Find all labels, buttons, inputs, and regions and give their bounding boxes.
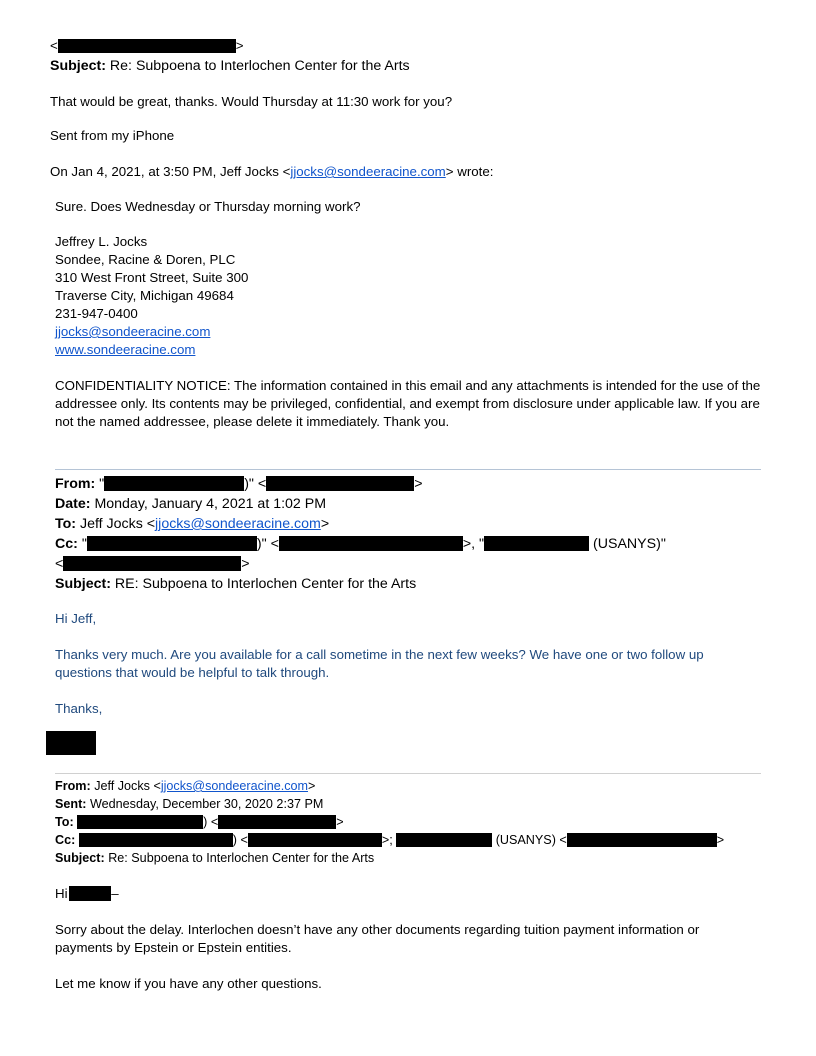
- cc-usanys: (USANYS)": [589, 536, 666, 552]
- from-label: From:: [55, 779, 91, 793]
- signature-redaction: [46, 731, 96, 755]
- redaction-box: [279, 536, 463, 551]
- redaction-box: [396, 833, 492, 847]
- to-line: [50, 37, 244, 55]
- msg2-date-line: [55, 494, 326, 514]
- angle-close: >: [336, 815, 344, 829]
- from-prefix: Jeff Jocks <: [94, 779, 161, 793]
- to-prefix: Jeff Jocks <: [79, 516, 156, 532]
- msg3-closing: Let me know if you have any other questions.: [55, 976, 322, 991]
- msg3-subject-line: [55, 849, 374, 867]
- quote-close: )" <: [244, 476, 267, 492]
- angle-close: >: [235, 38, 244, 53]
- from-email-link[interactable]: jjocks@sondeeracine.com: [160, 779, 308, 793]
- cc-separator: >;: [381, 833, 397, 847]
- sent-label: Sent:: [55, 797, 87, 811]
- greeting-dash: –: [111, 886, 119, 901]
- to-label: To:: [55, 815, 74, 829]
- email-link[interactable]: jjocks@sondeeracine.com: [290, 164, 446, 179]
- to-label: To:: [55, 516, 77, 532]
- msg3-sent-line: [55, 795, 323, 813]
- quote-open: ": [81, 536, 87, 552]
- quote-suffix: > wrote:: [445, 164, 494, 179]
- sig-phone: 231-947-0400: [55, 306, 138, 321]
- redaction-box: [69, 886, 111, 901]
- redaction-box: [63, 556, 241, 571]
- from-label: From:: [55, 476, 96, 492]
- subject-label: Subject:: [55, 576, 111, 592]
- cc-separator: )" <: [256, 536, 279, 552]
- msg2-subject-line: [55, 574, 416, 594]
- angle-close: >: [716, 833, 725, 847]
- msg3-greeting: [55, 885, 119, 903]
- subject-label: Subject:: [55, 851, 105, 865]
- divider: [55, 469, 761, 470]
- msg2-from-line: [55, 474, 423, 494]
- msg3-cc-line: [55, 831, 724, 849]
- quote-prefix: On Jan 4, 2021, at 3:50 PM, Jeff Jocks <: [50, 164, 291, 179]
- redaction-box: [484, 536, 589, 551]
- greeting-text: Hi: [55, 886, 68, 901]
- reply-body: Sure. Does Wednesday or Thursday morning work?: [55, 199, 361, 214]
- msg2-body: Thanks very much. Are you available for a call sometime in the next few weeks? We have one or two follow up questions that would be helpful to talk through.: [55, 647, 704, 680]
- quote-open: ": [99, 476, 105, 492]
- to-suffix: >: [320, 516, 330, 532]
- quote-attribution: [50, 163, 493, 181]
- sig-firm: Sondee, Racine & Doren, PLC: [55, 252, 236, 267]
- cc-label: Cc:: [55, 833, 76, 847]
- subject-value: RE: Subpoena to Interlochen Center for the Arts: [114, 576, 417, 592]
- angle-close: >: [414, 476, 423, 492]
- subject-line: [50, 56, 410, 76]
- subject-label: Subject:: [50, 58, 106, 74]
- cc-usanys: (USANYS) <: [492, 833, 567, 847]
- divider: [55, 773, 761, 774]
- date-label: Date:: [55, 496, 91, 512]
- sig-email-link[interactable]: jjocks@sondeeracine.com: [55, 324, 211, 339]
- angle-open: <: [55, 556, 64, 572]
- to-separator: ) <: [203, 815, 219, 829]
- sent-from-iphone: Sent from my iPhone: [50, 128, 175, 143]
- cc-label: Cc:: [55, 536, 78, 552]
- subject-value: Re: Subpoena to Interlochen Center for the Arts: [109, 58, 410, 74]
- redaction-box: [77, 815, 203, 829]
- to-email-link[interactable]: jjocks@sondeeracine.com: [155, 516, 321, 532]
- redaction-box: [87, 536, 257, 551]
- msg2-cc-line-2: [55, 554, 250, 574]
- msg2-closing: Thanks,: [55, 701, 103, 716]
- cc-separator: >, ": [462, 536, 485, 552]
- redaction-box: [567, 833, 717, 847]
- msg3-body: Sorry about the delay. Interlochen doesn’t have any other documents regarding tuition payment information or payments by Epstein or Epstein entities.: [55, 922, 700, 955]
- redaction-box: [79, 833, 233, 847]
- msg3-to-line: [55, 813, 344, 831]
- sig-address-1: 310 West Front Street, Suite 300: [55, 270, 249, 285]
- sent-value: Wednesday, December 30, 2020 2:37 PM: [89, 797, 324, 811]
- from-suffix: >: [308, 779, 316, 793]
- redaction-box: [218, 815, 336, 829]
- msg3-from-line: [55, 777, 315, 795]
- redaction-box: [104, 476, 244, 491]
- body-line-1: That would be great, thanks. Would Thursday at 11:30 work for you?: [50, 94, 453, 109]
- sig-address-2: Traverse City, Michigan 49684: [55, 288, 234, 303]
- msg2-cc-line: [55, 534, 666, 554]
- subject-value: Re: Subpoena to Interlochen Center for the Arts: [108, 851, 375, 865]
- cc-separator: ) <: [232, 833, 248, 847]
- redaction-box: [248, 833, 382, 847]
- redaction-box: [266, 476, 414, 491]
- date-value: Monday, January 4, 2021 at 1:02 PM: [94, 496, 327, 512]
- angle-open: <: [50, 38, 58, 53]
- sig-web-link[interactable]: www.sondeeracine.com: [55, 342, 196, 357]
- sig-name: Jeffrey L. Jocks: [55, 234, 148, 249]
- redaction-box: [58, 39, 236, 53]
- sig-web-line: [55, 341, 195, 359]
- msg2-greeting: Hi Jeff,: [55, 611, 97, 626]
- angle-close: >: [241, 556, 250, 572]
- confidentiality-notice: CONFIDENTIALITY NOTICE: The information contained in this email and any attachments is intended for the use of the addressee only. Its contents may be privileged, confidential, and exempt from disclosure under applicable law. If you are not the named addressee, please delete it immediately. Thank you.: [55, 378, 761, 429]
- msg2-to-line: [55, 514, 329, 534]
- sig-email-line: [55, 323, 210, 341]
